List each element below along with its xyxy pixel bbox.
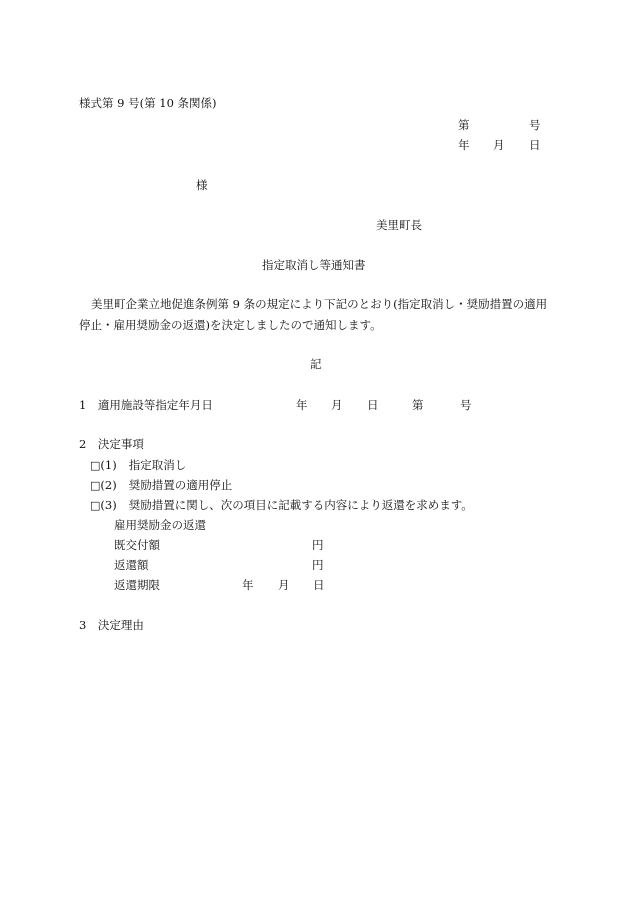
refund-amount-yen: 円 bbox=[312, 558, 324, 572]
body-line-2: 停止・雇用奨励金の返還)を決定しましたので通知します。 bbox=[79, 318, 382, 332]
already-paid-label: 既交付額 bbox=[114, 538, 160, 552]
option-text: 指定取消し bbox=[128, 458, 187, 472]
option-text: 奨励措置の適用停止 bbox=[128, 478, 233, 492]
refund-amount-label: 返還額 bbox=[114, 558, 149, 572]
date-year: 年 bbox=[458, 138, 470, 152]
document-title: 指定取消し等通知書 bbox=[262, 258, 366, 272]
option-1[interactable] bbox=[90, 458, 186, 473]
form-number-header: 様式第 9 号(第 10 条関係) bbox=[79, 96, 217, 110]
date-day: 日 bbox=[529, 138, 541, 152]
deadline-year: 年 bbox=[242, 578, 254, 592]
option-number: (3) bbox=[100, 498, 117, 512]
issuer: 美里町長 bbox=[376, 218, 422, 232]
item1-number-prefix: 第 bbox=[412, 398, 424, 412]
item1-number-suffix: 号 bbox=[460, 398, 472, 412]
option-number: (2) bbox=[100, 478, 117, 492]
ki-heading: 記 bbox=[310, 357, 322, 371]
checkbox[interactable]: □ bbox=[90, 479, 101, 492]
checkbox[interactable]: □ bbox=[90, 459, 101, 472]
number-prefix: 第 bbox=[458, 118, 470, 132]
item1-label: 1 適用施設等指定年月日 bbox=[79, 398, 213, 412]
addressee-suffix: 様 bbox=[196, 178, 208, 192]
item1-year: 年 bbox=[296, 398, 308, 412]
option-2[interactable] bbox=[90, 478, 232, 493]
checkbox[interactable]: □ bbox=[90, 499, 101, 512]
body-line-1: 美里町企業立地促進条例第 9 条の規定により下記のとおり(指定取消し・奨励措置の適用 bbox=[91, 297, 548, 311]
deadline-day: 日 bbox=[313, 578, 325, 592]
option-3[interactable] bbox=[90, 498, 473, 513]
already-paid-yen: 円 bbox=[312, 538, 324, 552]
option-text: 奨励措置に関し、次の項目に記載する内容により返還を求めます。 bbox=[128, 498, 473, 512]
deadline-month: 月 bbox=[278, 578, 290, 592]
item2-label: 2 決定事項 bbox=[79, 437, 144, 451]
item1-day: 日 bbox=[367, 398, 379, 412]
refund-heading: 雇用奨励金の返還 bbox=[114, 518, 206, 532]
date-month: 月 bbox=[493, 138, 505, 152]
option-number: (1) bbox=[100, 458, 117, 472]
item1-month: 月 bbox=[331, 398, 343, 412]
deadline-label: 返還期限 bbox=[114, 578, 160, 592]
item3-label: 3 決定理由 bbox=[79, 618, 144, 632]
number-suffix: 号 bbox=[529, 118, 541, 132]
